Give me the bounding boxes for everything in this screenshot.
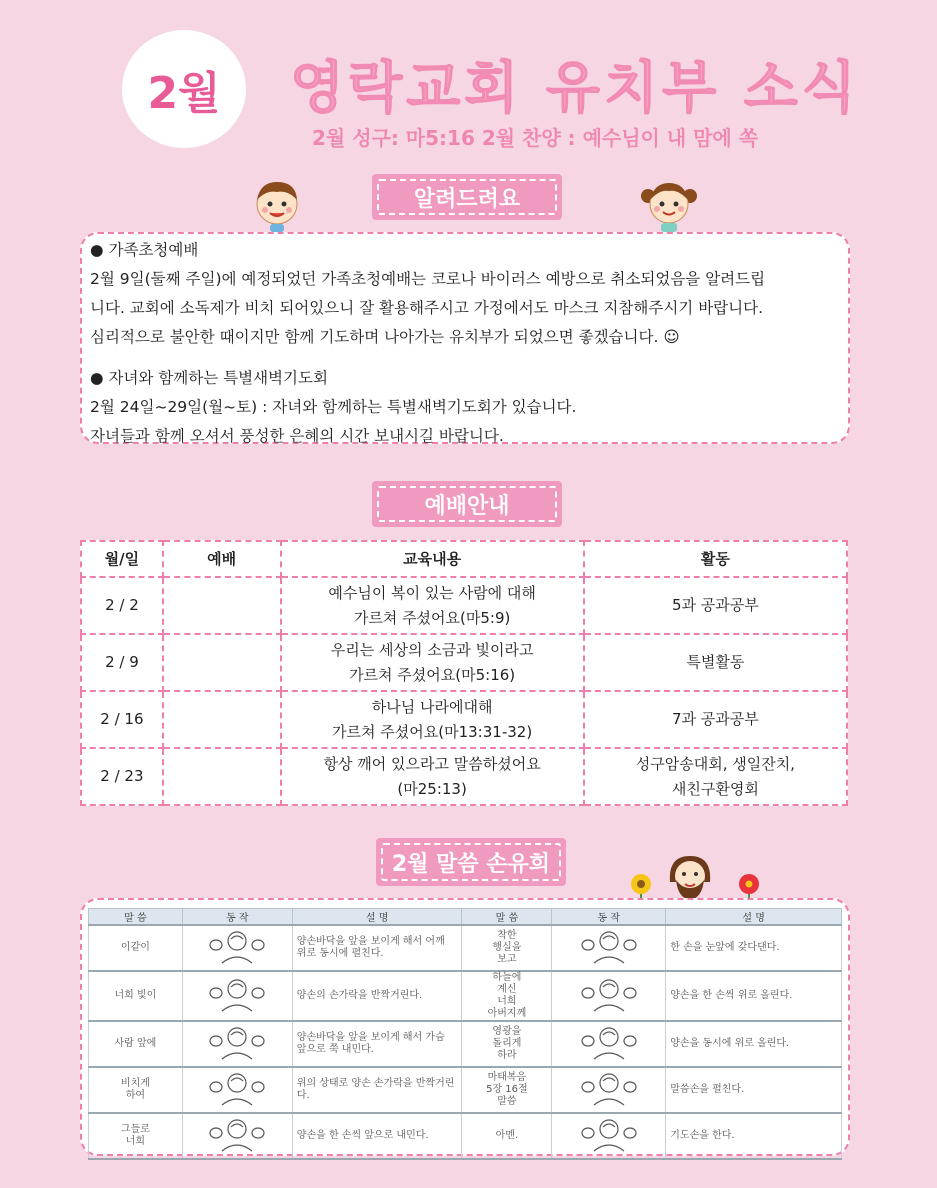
content-line: (마25:13) — [397, 779, 467, 798]
notice-item-1-line: 니다. 교회에 소독제가 비치 되어있으니 잘 활용해주시고 가정에서도 마스크 지참해주시기 바랍니다. — [90, 299, 764, 317]
column-header: 예배 — [163, 541, 281, 577]
date-cell: 2 / 2 — [81, 577, 163, 634]
content-line: 가르쳐 주셨어요(마5:9) — [353, 608, 511, 627]
column-header: 말 씀 — [462, 909, 552, 926]
handplay-tag — [376, 838, 566, 886]
gesture-pictogram-icon — [574, 975, 644, 1013]
gesture-cell — [552, 1021, 666, 1067]
description-cell: 한 손을 눈앞에 갖다댄다. — [666, 925, 842, 971]
word-cell: 영광을 돌리게 하라 — [462, 1021, 552, 1067]
word-cell: 착한 행실을 보고 — [462, 925, 552, 971]
activity-cell — [584, 748, 847, 805]
table-row — [81, 577, 847, 634]
girl-illustration — [640, 176, 698, 234]
table-header-row — [89, 909, 842, 926]
description-cell: 기도손을 한다. — [666, 1113, 842, 1159]
gesture-pictogram-icon — [574, 1115, 644, 1153]
description-cell: 양손을 한 손씩 위로 올린다. — [666, 971, 842, 1021]
activity-line: 특별활동 — [686, 653, 745, 671]
gesture-pictogram-icon — [202, 1023, 272, 1061]
word-cell: 비치게 하여 — [89, 1067, 183, 1113]
content-line: 항상 깨어 있으라고 말씀하셨어요 — [323, 754, 541, 773]
notice-item-1-line: 2월 9일(둘째 주일)에 예정되었던 가족초청예배는 코로나 바이러스 예방으로 취소되었음을 알려드립 — [90, 270, 766, 288]
month-badge-text: 2월 — [147, 68, 221, 119]
activity-cell — [584, 577, 847, 634]
gesture-cell — [182, 1021, 292, 1067]
table-row — [89, 971, 842, 1021]
content-cell — [281, 577, 584, 634]
table-row — [89, 1113, 842, 1159]
month-badge — [122, 30, 246, 148]
worship-schedule-table — [80, 540, 848, 806]
notice-item-2-title-text: 자녀와 함께하는 특별새벽기도회 — [108, 369, 328, 387]
date-cell: 2 / 16 — [81, 691, 163, 748]
column-header: 활동 — [584, 541, 847, 577]
gesture-cell — [182, 1113, 292, 1159]
column-header: 동 작 — [182, 909, 292, 926]
activity-line: 새친구환영회 — [671, 779, 759, 798]
worship-tag-label: 예배안내 — [424, 493, 510, 519]
gesture-cell — [552, 971, 666, 1021]
gesture-cell — [552, 925, 666, 971]
description-cell: 양손바닥을 앞을 보이게 해서 어깨 위로 동시에 펼친다. — [292, 925, 462, 971]
notice-content — [82, 234, 848, 453]
notice-item-1-title-text: 가족초청예배 — [108, 241, 199, 259]
jesus-illustration — [664, 852, 716, 904]
handplay-tag-label: 2월 말씀 손유희 — [391, 851, 551, 877]
activity-cell — [584, 634, 847, 691]
column-header: 설 명 — [292, 909, 462, 926]
content-cell — [281, 748, 584, 805]
content-cell — [281, 691, 584, 748]
word-cell: 너희 빛이 — [89, 971, 183, 1021]
service-cell — [163, 634, 281, 691]
content-line: 우리는 세상의 소금과 빛이라고 — [330, 640, 534, 659]
gesture-cell — [552, 1067, 666, 1113]
notice-box — [80, 232, 850, 444]
content-line: 예수님이 복이 있는 사람에 대해 — [328, 583, 536, 602]
table-row — [89, 925, 842, 971]
notice-tag-label: 알려드려요 — [413, 186, 521, 212]
description-cell: 양손을 한 손씩 앞으로 내민다. — [292, 1113, 462, 1159]
handplay-box — [80, 898, 850, 1156]
word-cell: 그들로 너희 — [89, 1113, 183, 1159]
gesture-pictogram-icon — [574, 1023, 644, 1061]
column-header: 월/일 — [81, 541, 163, 577]
gesture-pictogram-icon — [202, 1115, 272, 1153]
page-title: 영락교회 유치부 소식 — [290, 56, 860, 121]
gesture-pictogram-icon — [202, 975, 272, 1013]
service-cell — [163, 691, 281, 748]
content-line: 가르쳐 주셨어요(마5:16) — [349, 665, 516, 684]
column-header: 교육내용 — [281, 541, 584, 577]
worship-tag — [372, 481, 562, 527]
table-row — [81, 634, 847, 691]
service-cell — [163, 748, 281, 805]
activity-line: 7과 공과공부 — [671, 710, 759, 728]
content-line: 가르쳐 주셨어요(마13:31-32) — [332, 722, 533, 741]
table-row — [81, 691, 847, 748]
service-cell — [163, 577, 281, 634]
gesture-pictogram-icon — [202, 1069, 272, 1107]
description-cell: 양손의 손가락을 반짝거린다. — [292, 971, 462, 1021]
gesture-cell — [182, 1067, 292, 1113]
column-header: 말 씀 — [89, 909, 183, 926]
date-cell: 2 / 23 — [81, 748, 163, 805]
handplay-table — [88, 908, 842, 1160]
word-cell: 마태복음 5장 16절 말씀 — [462, 1067, 552, 1113]
notice-item-1-title: ● 가족초청예배 — [90, 241, 199, 259]
notice-item-2-line: 자녀들과 함께 오셔서 풍성한 은혜의 시간 보내시길 바랍니다. — [90, 427, 504, 445]
notice-item-1-line: 심리적으로 불안한 때이지만 함께 기도하며 나아가는 유치부가 되었으면 좋겠습니다. ☺ — [90, 328, 680, 346]
activity-line: 5과 공과공부 — [671, 596, 759, 614]
table-header-row — [81, 541, 847, 577]
notice-tag — [372, 174, 562, 220]
gesture-pictogram-icon — [574, 1069, 644, 1107]
table-row — [81, 748, 847, 805]
word-cell: 사람 앞에 — [89, 1021, 183, 1067]
page-subtitle: 2월 성구: 마5:16 2월 찬양 : 예수님이 내 맘에 쏙 — [312, 126, 759, 150]
gesture-cell — [552, 1113, 666, 1159]
description-cell: 양손바닥을 앞을 보이게 해서 가슴 앞으로 쭉 내민다. — [292, 1021, 462, 1067]
word-cell: 아멘. — [462, 1113, 552, 1159]
notice-item-2-title: ● 자녀와 함께하는 특별새벽기도회 — [90, 369, 328, 387]
boy-illustration — [248, 176, 306, 234]
table-row — [89, 1067, 842, 1113]
gesture-cell — [182, 925, 292, 971]
description-cell: 양손을 동시에 위로 올린다. — [666, 1021, 842, 1067]
description-cell: 위의 상태로 양손 손가락을 반짝거린다. — [292, 1067, 462, 1113]
column-header: 동 작 — [552, 909, 666, 926]
column-header: 설 명 — [666, 909, 842, 926]
gesture-pictogram-icon — [202, 927, 272, 965]
word-cell: 이같이 — [89, 925, 183, 971]
description-cell: 말씀손을 펼친다. — [666, 1067, 842, 1113]
gesture-cell — [182, 971, 292, 1021]
activity-line: 성구암송대회, 생일잔치, — [635, 754, 795, 773]
date-cell: 2 / 9 — [81, 634, 163, 691]
content-cell — [281, 634, 584, 691]
table-row — [89, 1021, 842, 1067]
content-line: 하나님 나라에대해 — [371, 697, 493, 716]
word-cell: 하늘에 계신 너희 아버지께 — [462, 971, 552, 1021]
activity-cell — [584, 691, 847, 748]
notice-item-2-line: 2월 24일~29일(월~토) : 자녀와 함께하는 특별새벽기도회가 있습니다. — [90, 398, 577, 416]
gesture-pictogram-icon — [574, 927, 644, 965]
